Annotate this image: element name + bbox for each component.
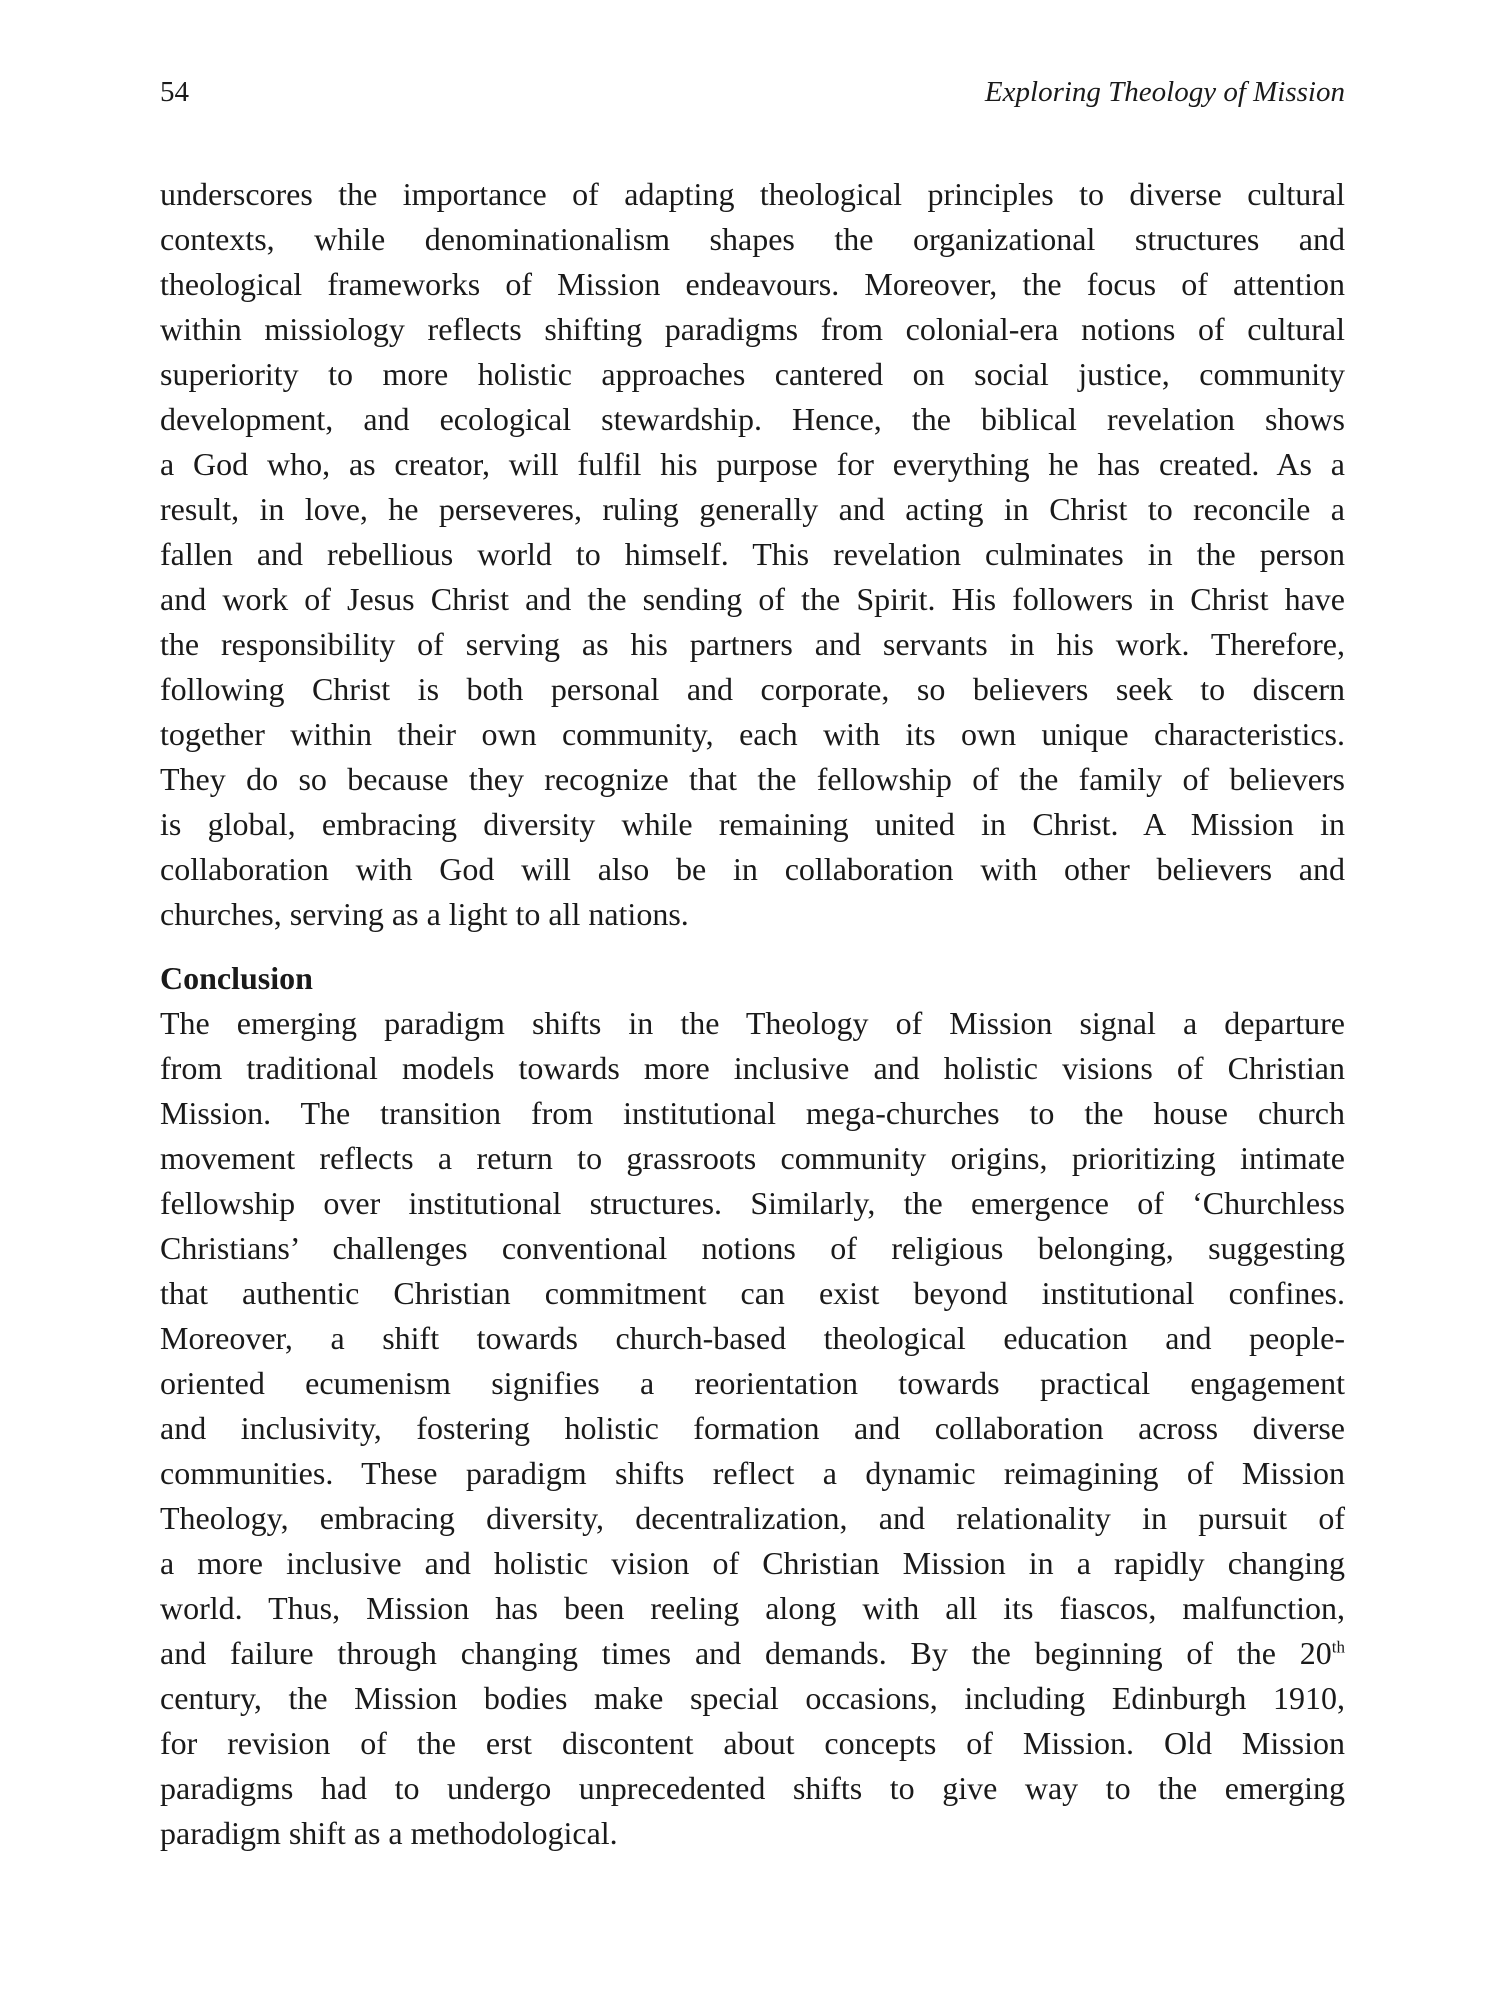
text-line: that authentic Christian commitment can exist beyond institutional confines. <box>160 1275 1345 1311</box>
text-line: a more inclusive and holistic vision of Christian Mission in a rapidly changing <box>160 1545 1345 1581</box>
text-line: result, in love, he perseveres, ruling generally and acting in Christ to reconcile a <box>160 491 1345 527</box>
text-line: Mission. The transition from institutional mega-churches to the house church <box>160 1095 1345 1131</box>
text-line: They do so because they recognize that the fellowship of the family of believers <box>160 761 1345 797</box>
text-line: paradigms had to undergo unprecedented shifts to give way to the emerging <box>160 1770 1345 1806</box>
text-line: contexts, while denominationalism shapes the organizational structures and <box>160 221 1345 257</box>
text-line: The emerging paradigm shifts in the Theology of Mission signal a departure <box>160 1005 1345 1041</box>
text-line: superiority to more holistic approaches cantered on social justice, community <box>160 356 1345 392</box>
text-line: underscores the importance of adapting theological principles to diverse cultural <box>160 176 1345 212</box>
text-line: communities. These paradigm shifts reflect a dynamic reimagining of Mission <box>160 1455 1345 1491</box>
text-line: paradigm shift as a methodological. <box>160 1815 618 1851</box>
text-line-main: and failure through changing times and demands. By the beginning of the 20 <box>160 1635 1332 1671</box>
text-line: world. Thus, Mission has been reeling along with all its fiascos, malfunction, <box>160 1590 1345 1626</box>
text-line: churches, serving as a light to all nations. <box>160 896 689 932</box>
text-line: theological frameworks of Mission endeavours. Moreover, the focus of attention <box>160 266 1345 302</box>
text-line: within missiology reflects shifting paradigms from colonial-era notions of cultural <box>160 311 1345 347</box>
text-line: together within their own community, each with its own unique characteristics. <box>160 716 1345 752</box>
body-paragraph-1 <box>160 172 1345 937</box>
page-header <box>160 72 1345 112</box>
text-line: a God who, as creator, will fulfil his purpose for everything he has created. As a <box>160 446 1345 482</box>
text-line: and inclusivity, fostering holistic formation and collaboration across diverse <box>160 1410 1345 1446</box>
text-line: for revision of the erst discontent about concepts of Mission. Old Mission <box>160 1725 1345 1761</box>
text-line: century, the Mission bodies make special occasions, including Edinburgh 1910, <box>160 1680 1345 1716</box>
text-line: collaboration with God will also be in collaboration with other believers and <box>160 851 1345 887</box>
section-heading-conclusion: Conclusion <box>160 960 313 996</box>
text-line: Moreover, a shift towards church-based theological education and people- <box>160 1320 1345 1356</box>
body-paragraph-2 <box>160 1001 1345 1856</box>
text-line: fallen and rebellious world to himself. This revelation culminates in the person <box>160 536 1345 572</box>
text-line: and work of Jesus Christ and the sending of the Spirit. His followers in Christ have <box>160 581 1345 617</box>
text-line: following Christ is both personal and corporate, so believers seek to discern <box>160 671 1345 707</box>
text-line: fellowship over institutional structures. Similarly, the emergence of ‘Churchless <box>160 1185 1345 1221</box>
text-line: is global, embracing diversity while remaining united in Christ. A Mission in <box>160 806 1345 842</box>
text-line: Theology, embracing diversity, decentralization, and relationality in pursuit of <box>160 1500 1345 1536</box>
text-line-with-superscript <box>160 1631 1345 1676</box>
text-line: from traditional models towards more inclusive and holistic visions of Christian <box>160 1050 1345 1086</box>
text-line: the responsibility of serving as his partners and servants in his work. Therefore, <box>160 626 1345 662</box>
text-line: movement reflects a return to grassroots community origins, prioritizing intimate <box>160 1140 1345 1176</box>
text-line: oriented ecumenism signifies a reorientation towards practical engagement <box>160 1365 1345 1401</box>
text-line: development, and ecological stewardship. Hence, the biblical revelation shows <box>160 401 1345 437</box>
page-number: 54 <box>160 76 189 108</box>
running-head: Exploring Theology of Mission <box>984 76 1345 108</box>
text-line: Christians’ challenges conventional notions of religious belonging, suggesting <box>160 1230 1345 1266</box>
page-body <box>160 172 1345 1856</box>
ordinal-superscript: th <box>1331 1637 1345 1657</box>
